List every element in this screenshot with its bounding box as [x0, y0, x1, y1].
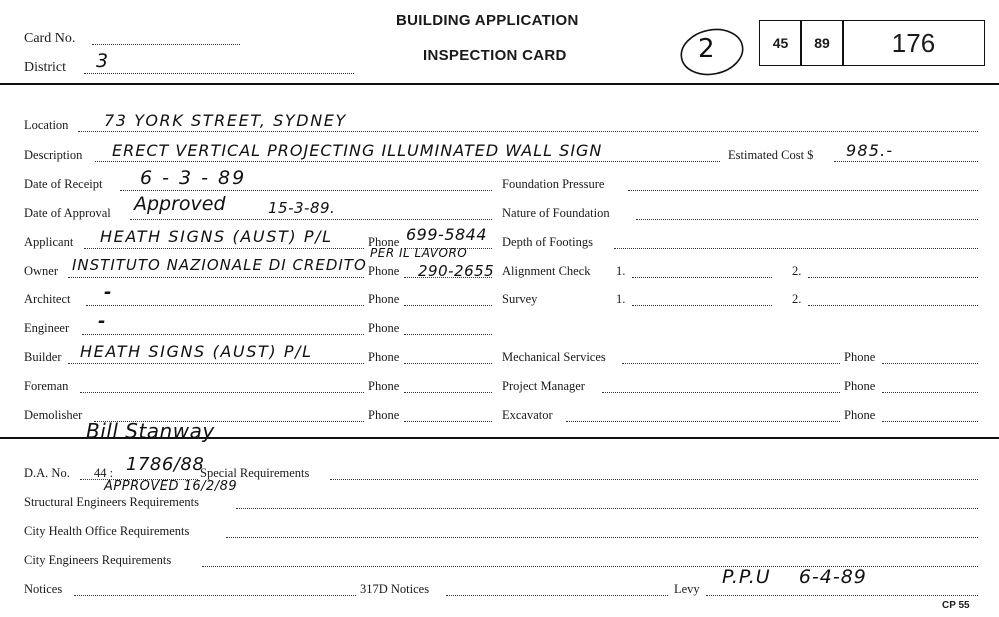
applicant-value: HEATH SIGNS (AUST) P/L: [100, 227, 333, 246]
location-label: Location: [24, 118, 69, 132]
architect-value: -: [104, 282, 113, 303]
project-manager-phone-label: Phone: [844, 379, 876, 393]
owner-phone-label: Phone: [368, 264, 400, 278]
structural-label: Structural Engineers Requirements: [24, 495, 199, 509]
demolisher-phone-label: Phone: [368, 408, 400, 422]
date-approval-line: [130, 219, 492, 220]
date-receipt-line: [120, 190, 492, 191]
architect-phone-label: Phone: [368, 292, 400, 306]
project-manager-label: Project Manager: [502, 379, 585, 393]
owner-label: Owner: [24, 264, 59, 278]
project-manager-phone-line: [882, 392, 978, 393]
excavator-phone-line: [882, 421, 978, 422]
city-engineers-label: City Engineers Requirements: [24, 553, 172, 567]
da-prefix: 44 :: [94, 466, 114, 480]
notices-317d-line: [446, 595, 668, 596]
applicant-line: [84, 248, 364, 249]
foreman-phone-label: Phone: [368, 379, 400, 393]
depth-footings-label: Depth of Footings: [502, 235, 593, 249]
demolisher-label: Demolisher: [24, 408, 83, 422]
city-health-line: [226, 537, 978, 538]
foreman-phone-line: [404, 392, 492, 393]
engineer-phone-line: [404, 334, 492, 335]
excavator-phone-label: Phone: [844, 408, 876, 422]
mechanical-line: [622, 363, 840, 364]
description-label: Description: [24, 148, 83, 162]
levy-value: P.P.U 6-4-89: [722, 566, 867, 588]
date-approval-label: Date of Approval: [24, 206, 111, 220]
district-value: 3: [96, 50, 110, 72]
owner-note: PER IL LAVORO: [370, 246, 468, 260]
location-line: [78, 131, 978, 132]
card-number-box-1: 45: [759, 20, 802, 66]
foundation-pressure-label: Foundation Pressure: [502, 177, 605, 191]
engineer-value: -: [98, 311, 107, 332]
project-manager-line: [602, 392, 840, 393]
alignment-check-label: Alignment Check: [502, 264, 591, 278]
demolisher-phone-line: [404, 421, 492, 422]
architect-phone-line: [404, 305, 492, 306]
date-receipt-label: Date of Receipt: [24, 177, 103, 191]
card-no-label: Card No.: [24, 31, 76, 46]
foundation-pressure-line: [628, 190, 978, 191]
district-line: [84, 73, 354, 74]
owner-line: [68, 277, 364, 278]
mechanical-label: Mechanical Services: [502, 350, 606, 364]
mechanical-phone-line: [882, 363, 978, 364]
estimated-cost-value: 985.-: [846, 141, 894, 160]
builder-line: [68, 363, 364, 364]
survey-num-2: 2.: [792, 292, 802, 306]
engineer-label: Engineer: [24, 321, 70, 335]
architect-line: [86, 305, 364, 306]
city-health-label: City Health Office Requirements: [24, 524, 190, 538]
survey-num-1: 1.: [616, 292, 626, 306]
builder-phone-line: [404, 363, 492, 364]
header-rule: [0, 83, 999, 85]
signature: Bill Stanway: [86, 419, 215, 443]
owner-value: INSTITUTO NAZIONALE DI CREDITO: [72, 256, 367, 274]
notices-label: Notices: [24, 582, 63, 596]
district-label: District: [24, 60, 66, 75]
date-receipt-value: 6 - 3 - 89: [140, 167, 247, 189]
alignment-num-2: 2.: [792, 264, 802, 278]
foreman-line: [80, 392, 364, 393]
nature-foundation-line: [636, 219, 978, 220]
survey-line-1: [632, 305, 772, 306]
levy-line: [706, 595, 978, 596]
title-line2: INSPECTION CARD: [423, 47, 567, 64]
structural-line: [236, 508, 978, 509]
da-value: 1786/88: [126, 454, 205, 475]
depth-footings-line: [614, 248, 978, 249]
architect-label: Architect: [24, 292, 71, 306]
foreman-label: Foreman: [24, 379, 69, 393]
date-approval-value: Approved: [134, 193, 226, 215]
date-approval-date: 15-3-89.: [268, 199, 336, 217]
card-number-box-2: 89: [800, 20, 844, 66]
engineer-line: [82, 334, 364, 335]
notices-317d-label: 317D Notices: [360, 582, 430, 596]
card-number-box-3: 176: [842, 20, 985, 66]
alignment-line-2: [808, 277, 978, 278]
nature-foundation-label: Nature of Foundation: [502, 206, 610, 220]
applicant-label: Applicant: [24, 235, 74, 249]
approved-note: APPROVED 16/2/89: [104, 479, 238, 494]
mechanical-phone-label: Phone: [844, 350, 876, 364]
applicant-phone-value: 699-5844: [406, 225, 488, 244]
levy-label: Levy: [674, 582, 700, 596]
special-requirements-label: Special Requirements: [200, 466, 310, 480]
description-line: [95, 161, 720, 162]
circled-number: 2: [698, 34, 716, 64]
card-no-line: [92, 44, 240, 45]
survey-line-2: [808, 305, 978, 306]
form-code: CP 55: [942, 600, 970, 611]
builder-phone-label: Phone: [368, 350, 400, 364]
estimated-cost-line: [834, 161, 978, 162]
location-value: 73 YORK STREET, SYDNEY: [104, 111, 347, 130]
title-line1: BUILDING APPLICATION: [396, 12, 579, 29]
alignment-line-1: [632, 277, 772, 278]
applicant-phone-label: Phone: [368, 235, 400, 249]
alignment-num-1: 1.: [616, 264, 626, 278]
da-label: D.A. No.: [24, 466, 70, 480]
excavator-label: Excavator: [502, 408, 553, 422]
builder-label: Builder: [24, 350, 62, 364]
builder-value: HEATH SIGNS (AUST) P/L: [80, 342, 313, 361]
notices-line: [74, 595, 356, 596]
owner-phone-value: 290-2655: [418, 262, 495, 280]
engineer-phone-label: Phone: [368, 321, 400, 335]
description-value: ERECT VERTICAL PROJECTING ILLUMINATED WALL SIGN: [112, 141, 603, 160]
special-requirements-line: [330, 479, 978, 480]
survey-label: Survey: [502, 292, 538, 306]
excavator-line: [566, 421, 840, 422]
estimated-cost-label: Estimated Cost $: [728, 148, 814, 162]
